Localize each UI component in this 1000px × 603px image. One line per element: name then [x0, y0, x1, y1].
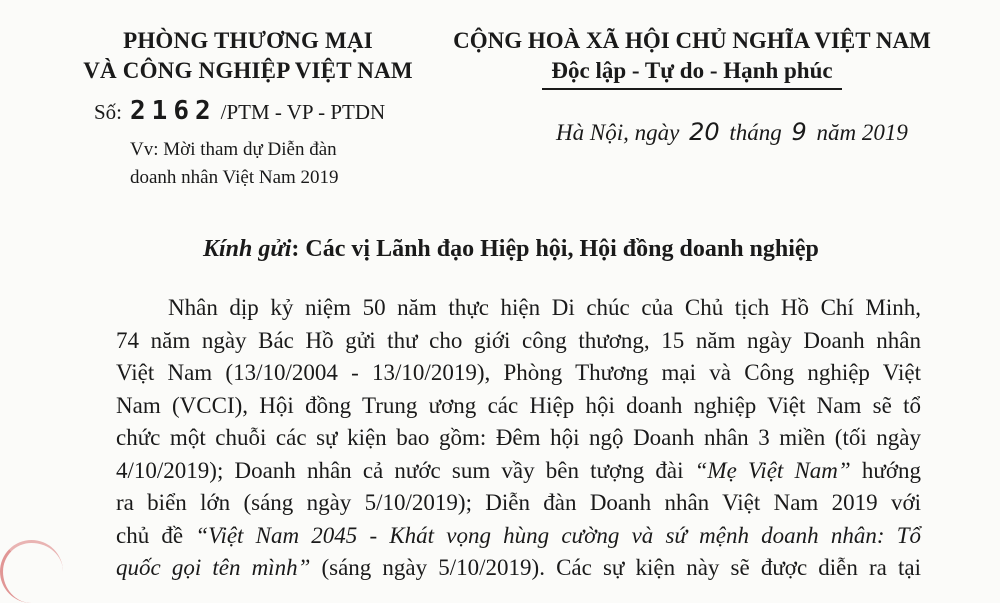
body-quote-theme-end: quốc gọi tên mình” [116, 555, 311, 580]
body-line: Nhân dịp kỷ niệm 50 năm thực hiện Di chúc của Chủ tịch Hồ Chí Minh, [168, 295, 921, 320]
body-line: 74 năm ngày Bác Hồ gửi thư cho giới công thương, 15 năm ngày Doanh nhân [116, 327, 921, 353]
date-year: năm 2019 [816, 120, 908, 145]
nation-title: CỘNG HOÀ XÃ HỘI CHỦ NGHĨA VIỆT NAM [453, 28, 931, 53]
org-name-line2: VÀ CÔNG NGHIỆP VIỆT NAM [83, 58, 413, 83]
salutation [203, 236, 819, 263]
document-subject [130, 136, 339, 192]
subject-line1: Vv: Mời tham dự Diễn đàn [130, 139, 337, 160]
body-paragraph [116, 292, 921, 585]
date-place: Hà Nội, ngày [556, 120, 680, 145]
salutation-lead: Kính gửi [203, 236, 292, 262]
body-line: ra biển lớn (sáng ngày 5/10/2019); Diễn đàn Doanh nhân Việt Nam 2019 với [116, 490, 921, 515]
subject-line2: doanh nhân Việt Nam 2019 [130, 167, 339, 188]
org-name-line1: PHÒNG THƯƠNG MẠI [123, 28, 373, 53]
doc-number-code: /PTM - VP - PTDN [220, 100, 386, 124]
body-line: chức một chuỗi các sự kiện bao gồm: Đêm hội ngộ Doanh nhân 3 miền (tối ngày [116, 425, 921, 450]
body-line [116, 455, 921, 488]
body-text-segment: 4/10/2019); Doanh nhân cả nước sum vầy bên tượng đài [116, 457, 684, 483]
nation-motto: Độc lập - Tự do - Hạnh phúc [551, 58, 833, 83]
red-stamp-fragment [0, 540, 63, 603]
body-line [116, 552, 921, 585]
date-line [556, 118, 908, 146]
body-text-segment: hướng [861, 457, 922, 483]
document-number [94, 96, 385, 127]
doc-number-prefix: Số: [94, 100, 123, 124]
date-month-label: tháng [729, 120, 782, 145]
salutation-recipients: : Các vị Lãnh đạo Hiệp hội, Hội đồng doanh nghiệp [291, 236, 819, 262]
date-day: 20 [689, 118, 720, 146]
body-quote-me-viet-nam: “Mẹ Việt Nam” [694, 457, 851, 483]
doc-number-value: 2162 [130, 96, 217, 126]
body-line: Việt Nam (13/10/2004 - 13/10/2019), Phòng Thương mại và Công nghiệp Việt [116, 360, 921, 385]
motto-underline [542, 88, 842, 90]
date-month: 9 [791, 118, 807, 146]
body-line [116, 520, 921, 553]
national-heading [432, 26, 952, 90]
body-text-segment: chủ đề [116, 522, 184, 548]
body-line: Nam (VCCI), Hội đồng Trung ương các Hiệp hội doanh nghiệp Việt Nam sẽ tổ [116, 392, 921, 418]
body-text-segment: (sáng ngày 5/10/2019). Các sự kiện này sẽ được diễn ra tại [321, 555, 921, 580]
issuing-organization [78, 26, 418, 86]
body-quote-theme: “Việt Nam 2045 - Khát vọng hùng cường và sứ mệnh doanh nhân: Tổ [195, 522, 922, 548]
